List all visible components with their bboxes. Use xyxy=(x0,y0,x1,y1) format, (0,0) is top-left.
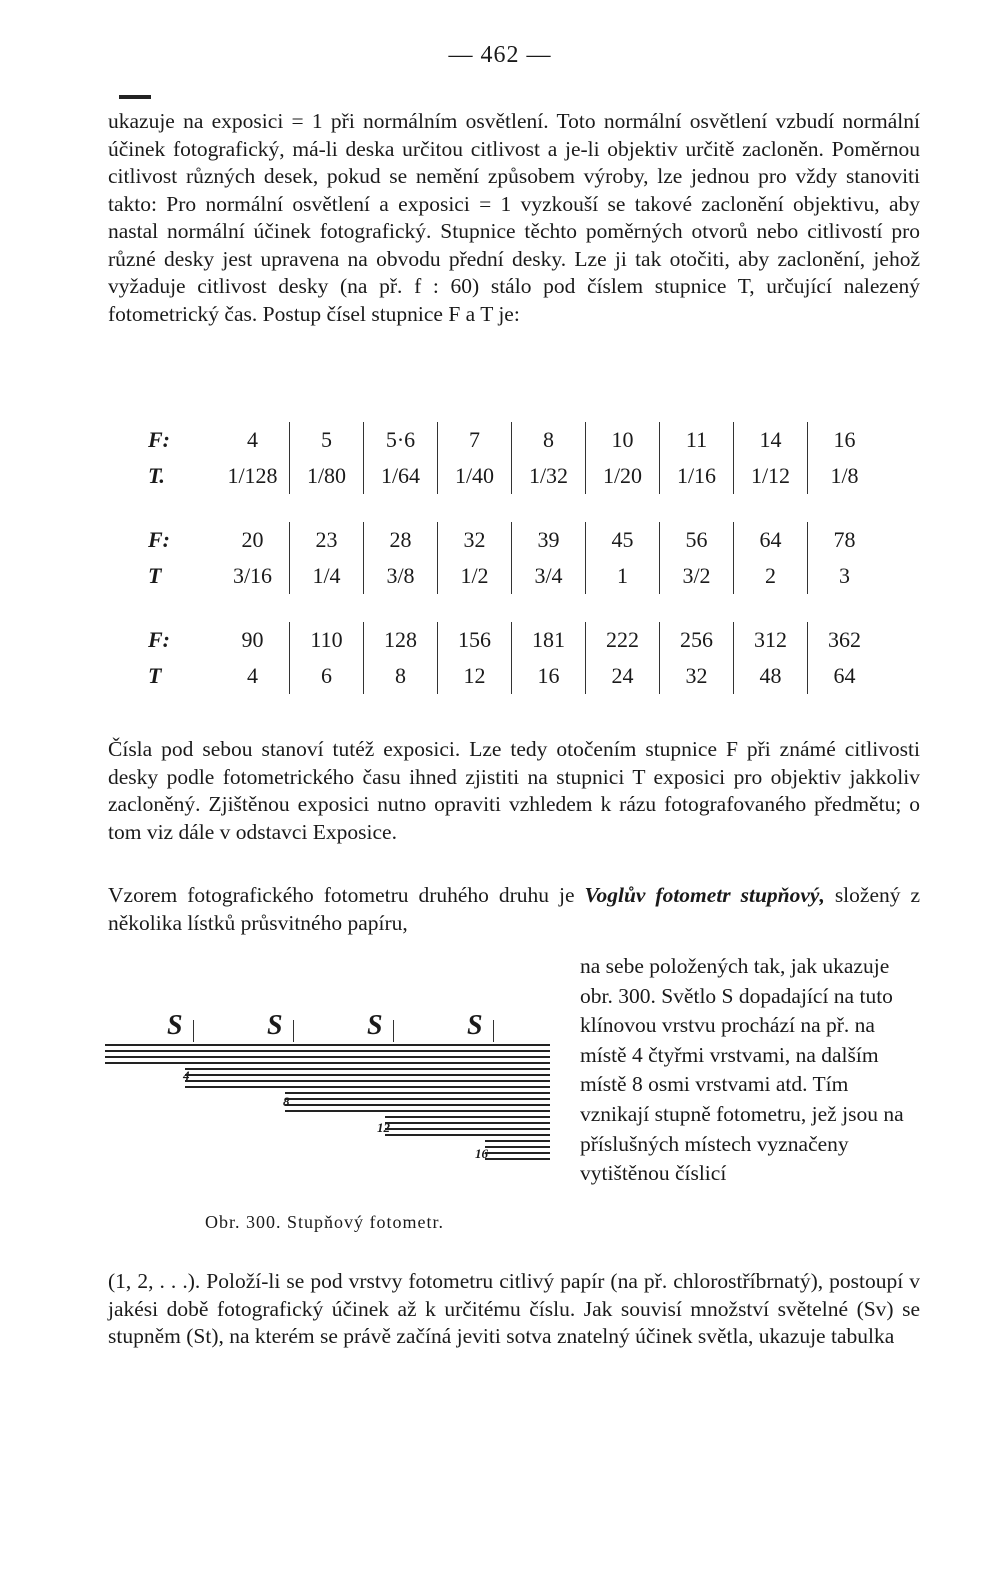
paragraph-1-text: ukazuje na exposici = 1 při normálním osvětlení. Toto normální osvětlení vzbudí normální účinek fotografický, má-li deska určitou citlivost a je-li objektiv určitě zacloněn. Poměrnou citlivost různých desek, pokud se nemění způsobem výroby, lze jednou pro vždy stanoviti takto: Pro normální osvětlení a exposici = 1 vyzkouší se takové zaclonění objektivu, aby nastal normální účinek fotografický. Stupnice těchto poměrných otvorů nebo citlivostí pro různé desky jest upravena na obvodu přední desky. Lze ji tak otočiti, aby zaclonění, jehož vyžaduje citlivost desky (na př. f : 60) stálo pod číslem stupnice T, určující nalezený fotometrický čas. Postup čísel stupnice F a T je: xyxy=(108,109,920,326)
scale-t-row xyxy=(148,558,881,594)
scale-value: 78 xyxy=(808,522,882,558)
paper-layer xyxy=(385,1128,550,1130)
scale-f-row xyxy=(148,422,881,458)
light-arrow xyxy=(493,1020,494,1042)
paragraph-3 xyxy=(108,882,920,937)
scale-value: 156 xyxy=(438,622,512,658)
scale-value: 1 xyxy=(586,558,660,594)
fotometr-name: Voglův fotometr stupňový, xyxy=(584,883,825,907)
scale-value: 1/8 xyxy=(808,458,882,494)
scale-value: 3/16 xyxy=(232,563,273,588)
scale-value: 5·6 xyxy=(364,422,438,458)
paper-layer xyxy=(385,1122,550,1124)
step-number: 12 xyxy=(377,1120,390,1135)
paper-layer xyxy=(105,1050,550,1052)
scale-value: 1/32 xyxy=(512,458,586,494)
light-arrow xyxy=(293,1020,294,1042)
scale-f-row xyxy=(148,622,881,658)
scale-value: 16 xyxy=(512,658,586,694)
scale-value: 10 xyxy=(586,422,660,458)
paragraph-3-text xyxy=(108,882,920,937)
scale-value: 4 xyxy=(247,427,258,452)
scale-t-row xyxy=(148,458,881,494)
paper-layer xyxy=(185,1068,550,1070)
light-label-s: S xyxy=(367,1010,383,1041)
scale-value: 28 xyxy=(364,522,438,558)
scale-value: 3 xyxy=(808,558,882,594)
scale-value: 8 xyxy=(512,422,586,458)
paragraph-4-text: (1, 2, . . .). Položí-li se pod vrstvy fotometru citlivý papír (na př. chlorostříbrnatý), postoupí v jakési době fotografický účinek až k určitému číslu. Jak souvisí množství světelné (Sv) se stupněm (St), na kterém se právě začíná jeviti sotva znatelný účinek světla, ukazuje tabulka xyxy=(108,1269,920,1348)
paper-layer xyxy=(485,1158,550,1160)
scale-value: 1/20 xyxy=(586,458,660,494)
scale-value: 1/12 xyxy=(734,458,808,494)
scale-value: 16 xyxy=(808,422,882,458)
scale-value: 6 xyxy=(290,658,364,694)
scale-value: 1/64 xyxy=(364,458,438,494)
scale-value: 128 xyxy=(364,622,438,658)
scale-value: 12 xyxy=(438,658,512,694)
paper-layer xyxy=(185,1080,550,1082)
scale-value: 90 xyxy=(241,627,264,652)
paragraph-2 xyxy=(108,736,920,846)
scale-table xyxy=(148,622,881,694)
scale-value: 2 xyxy=(734,558,808,594)
scale-value: 362 xyxy=(808,622,882,658)
scale-value: 64 xyxy=(734,522,808,558)
scale-value: 1/40 xyxy=(438,458,512,494)
scale-t-row xyxy=(148,658,881,694)
scale-value: 3/8 xyxy=(364,558,438,594)
scale-value: 7 xyxy=(438,422,512,458)
paragraph-3-right: na sebe položených tak, jak ukazuje obr. 300. Světlo S dopadající na tuto klínovou vrstvu prochází na př. na místě 4 čtyřmi vrstvami, na dalším místě 8 osmi vrstvami atd. Tím vznikají stupně fotometru, jež jsou na příslušných místech vyznačeny vytištěnou číslicí xyxy=(580,954,904,1186)
paper-layer xyxy=(285,1104,550,1106)
scale-value: 1/128 xyxy=(227,463,278,488)
scale-value: 8 xyxy=(364,658,438,694)
scale-value: 1/80 xyxy=(290,458,364,494)
scale-value: 222 xyxy=(586,622,660,658)
light-label-s: S xyxy=(467,1010,483,1041)
paper-layer xyxy=(105,1062,550,1064)
scale-value: 45 xyxy=(586,522,660,558)
scale-value: 20 xyxy=(241,527,264,552)
scale-label: F: xyxy=(148,627,170,652)
scale-value: 312 xyxy=(734,622,808,658)
scale-label: T xyxy=(148,563,162,588)
light-label-s: S xyxy=(267,1010,283,1041)
scale-table xyxy=(148,522,881,594)
paper-layer xyxy=(185,1086,550,1088)
scale-value: 1/16 xyxy=(660,458,734,494)
scale-value: 39 xyxy=(512,522,586,558)
scale-value: 56 xyxy=(660,522,734,558)
paper-layer xyxy=(285,1098,550,1100)
paragraph-1 xyxy=(108,108,920,328)
scale-table xyxy=(148,422,881,494)
paragraph-4 xyxy=(108,1268,920,1351)
scale-label: F: xyxy=(148,527,170,552)
scale-value: 5 xyxy=(290,422,364,458)
scale-value: 11 xyxy=(660,422,734,458)
figure-300 xyxy=(105,1010,555,1230)
page-number: — 462 — xyxy=(448,42,552,68)
scale-value: 3/4 xyxy=(512,558,586,594)
scale-value: 14 xyxy=(734,422,808,458)
scale-value: 48 xyxy=(734,658,808,694)
paper-layer xyxy=(485,1146,550,1148)
scale-tables xyxy=(148,422,888,722)
scale-label: T. xyxy=(148,463,165,488)
light-arrow xyxy=(193,1020,194,1042)
scale-value: 4 xyxy=(247,663,258,688)
paper-layer xyxy=(105,1056,550,1058)
margin-mark xyxy=(119,95,151,99)
scale-value: 23 xyxy=(290,522,364,558)
scale-value: 1/2 xyxy=(438,558,512,594)
scale-value: 24 xyxy=(586,658,660,694)
scale-label: F: xyxy=(148,427,170,452)
paragraph-3-mid: složený z několika lístků průsvitného papíru, xyxy=(108,883,920,935)
paragraph-3-start: Vzorem fotografického fotometru druhého druhu je xyxy=(108,883,575,907)
paper-layer xyxy=(185,1074,550,1076)
scale-value: 32 xyxy=(660,658,734,694)
light-arrow xyxy=(393,1020,394,1042)
step-number: 16 xyxy=(475,1146,488,1161)
paper-layer xyxy=(485,1140,550,1142)
scale-value: 1/4 xyxy=(290,558,364,594)
figure-caption: Obr. 300. Stupňový fotometr. xyxy=(205,1212,444,1232)
scale-f-row xyxy=(148,522,881,558)
paragraph-2-text: Čísla pod sebou stanoví tutéž exposici. Lze tedy otočením stupnice F při známé citlivosti desky podle fotometrického času ihned zjistiti na stupnici T exposici pro objektiv jakkoliv zacloněný. Zjištěnou exposici nutno opraviti vzhledem k rázu fotografovaného předmětu; o tom viz dále v odstavci Exposice. xyxy=(108,737,920,844)
scale-value: 64 xyxy=(808,658,882,694)
light-label-s: S xyxy=(167,1010,183,1041)
scale-value: 3/2 xyxy=(660,558,734,594)
scale-value: 181 xyxy=(512,622,586,658)
paper-layer xyxy=(285,1092,550,1094)
paper-layer xyxy=(485,1152,550,1154)
scale-label: T xyxy=(148,663,162,688)
scale-value: 256 xyxy=(660,622,734,658)
paper-layer xyxy=(285,1110,550,1112)
step-number: 4 xyxy=(183,1068,190,1083)
paper-layer xyxy=(105,1044,550,1046)
step-number: 8 xyxy=(283,1094,290,1109)
scale-value: 110 xyxy=(290,622,364,658)
paper-layer xyxy=(385,1116,550,1118)
scale-value: 32 xyxy=(438,522,512,558)
paper-layer xyxy=(385,1134,550,1136)
